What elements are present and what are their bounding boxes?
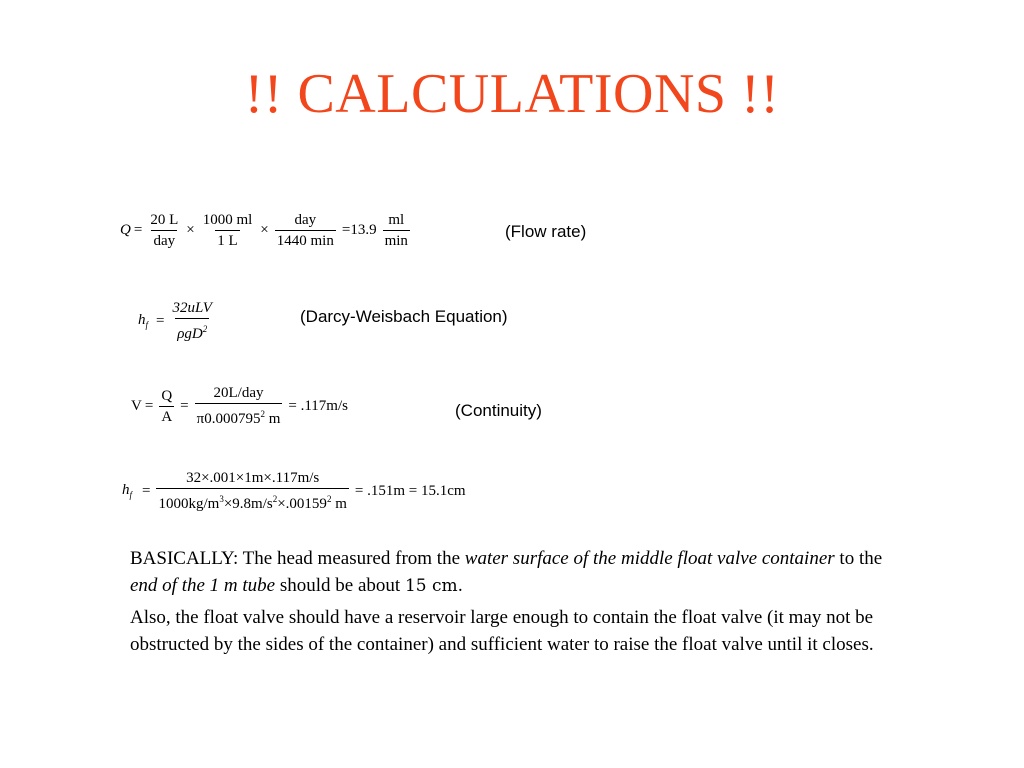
continuity-q: Q: [161, 387, 173, 404]
darcy-num: 32uLV: [172, 300, 212, 316]
darcy-fraction: [170, 300, 213, 342]
basically-paragraph: BASICALLY: The head measured from the water surface of the middle float valve container to the end of the 1 m tube should be about 15 cm.: [130, 548, 883, 596]
continuity-result: = .117m/s: [288, 397, 348, 414]
continuity-equals-1: =: [144, 397, 154, 414]
flow-fraction-3: [275, 212, 336, 249]
continuity-a: A: [159, 406, 174, 425]
flow-frac1-num: 20 L: [150, 212, 179, 228]
flow-equals: =: [133, 222, 143, 238]
flow-unit-num: ml: [388, 212, 405, 228]
head-loss-result: = .151m = 15.1cm: [354, 482, 466, 499]
head-loss-lhs: $h_f$: [122, 482, 133, 500]
flow-result: =13.9: [341, 222, 377, 238]
continuity-num: 20L/day: [213, 385, 264, 401]
head-loss-fraction: [156, 470, 348, 512]
tube-end-phrase: end of the 1 m tube: [130, 575, 276, 596]
body-paragraphs: [130, 545, 890, 658]
reservoir-paragraph: Also, the float valve should have a reservoir large enough to contain the float valve (it may not be obstructed by the sides of the container) and sufficient water to raise the float valve until it closes.: [130, 607, 874, 655]
darcy-equals: =: [156, 312, 165, 329]
water-surface-phrase: water surface of the middle float valve container: [464, 548, 835, 569]
page-title: !! CALCULATIONS !!: [244, 63, 780, 125]
darcy-equation: [138, 300, 217, 342]
flow-rate-label: (Flow rate): [505, 222, 587, 241]
continuity-equals-2: =: [180, 397, 189, 414]
continuity-q-over-a: [159, 388, 174, 425]
head-loss-equals: =: [142, 482, 151, 499]
flow-unit-fraction: [383, 212, 410, 249]
flow-times-1: ×: [186, 222, 195, 238]
flow-frac2-den: 1 L: [215, 230, 239, 249]
flow-fraction-2: [201, 212, 255, 249]
flow-rate-equation: [120, 212, 413, 249]
head-value: 15 cm.: [404, 576, 464, 596]
flow-frac3-den: 1440 min: [275, 230, 336, 249]
flow-fraction-1: [148, 212, 180, 249]
flow-frac1-den: day: [151, 230, 177, 249]
continuity-den: π0.000795$^2$ m: [195, 403, 283, 427]
darcy-label: (Darcy-Weisbach Equation): [300, 307, 508, 326]
continuity-label: (Continuity): [455, 401, 542, 420]
basically-lead: BASICALLY:: [130, 548, 239, 569]
darcy-den: ρgD$^2$: [175, 318, 209, 342]
darcy-lhs: $h_f$: [138, 312, 149, 330]
head-loss-den: $1000kg/m^3\times 9.8m/s^2\times.00159^2$ m: [156, 488, 348, 512]
flow-unit-den: min: [383, 230, 410, 249]
continuity-fraction: [195, 385, 283, 427]
head-loss-num: 32×.001×1m×.117m/s: [186, 470, 320, 486]
head-loss-equation: [122, 470, 469, 512]
flow-lhs: Q: [120, 222, 131, 238]
flow-frac3-num: day: [294, 212, 317, 228]
continuity-lhs: V: [131, 397, 142, 414]
continuity-equation: [131, 385, 351, 427]
flow-times-2: ×: [260, 222, 269, 238]
flow-frac2-num: 1000 ml: [202, 212, 253, 228]
